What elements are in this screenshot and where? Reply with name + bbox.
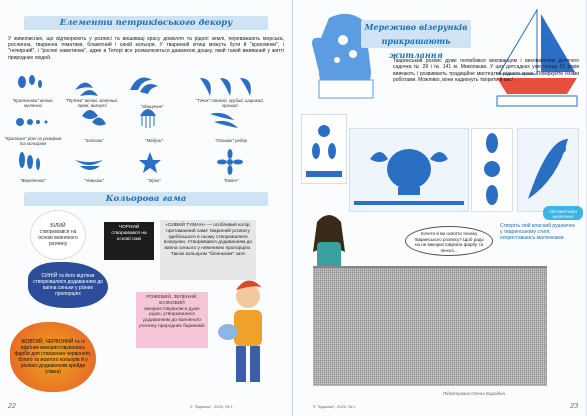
- hooks-icon: [200, 78, 251, 96]
- feathers-icon: [75, 82, 98, 96]
- footer-left: © "Бджілка", 2020, № 1: [190, 404, 233, 409]
- pattern-tile-2: [349, 128, 469, 212]
- element-label-teardrops: "Краплики" різні за розміром та кольором: [4, 136, 62, 146]
- flower-icon: [217, 149, 243, 175]
- element-label-hooks: "Гачок" тонкий, грубий, широкий, вузький: [196, 98, 264, 108]
- boy-painter-illustration: [216, 276, 276, 396]
- element-label-drops: "Крапелинки" великі, маленькі: [12, 98, 54, 108]
- pattern-tile-3: [471, 128, 513, 212]
- element-label-feathers: "Пір'їнки" великі, маленькі, прямі, вигнуті: [65, 98, 119, 108]
- black-color-box: ЧОРНИЙ створювався на основі сажі: [104, 222, 154, 260]
- element-label-ribs: "Опашок" ребер: [214, 138, 248, 143]
- blue-color-blob: СИНІЙ та його відтінки створювалися додаванням до вапна синьки у різних пропорціях: [28, 262, 108, 308]
- element-label-jellyfish: "Медузи": [145, 138, 163, 143]
- leaf-pattern-icon: [518, 129, 578, 211]
- element-label-mane: "Зіницячне": [140, 104, 164, 109]
- flashes-icon: [82, 110, 106, 126]
- jellyfish-icon: [140, 109, 156, 128]
- pink-green-lilac-box: РОЖЕВИЙ, ЗЕЛЕНИЙ, БУЗКОВИЙ використовувалися дуже рідко, утворювалися додаванням до вапняного розчину природних барвників: [136, 292, 208, 348]
- left-page: [0, 0, 293, 416]
- mane-icon: [130, 78, 158, 94]
- banner-patterns: Мереживо візерунків прикрашають житлання: [361, 20, 471, 48]
- ribs-icon: [210, 113, 238, 128]
- right-body-text: Тваринський розпис дуже полюбився вихованцям і вихователям дитячого садочка № 29 і № 141 м. Миколаєва. У цих дитсадках уже понад 10 років вивчають і розвивають традиційне мистецтво рідного краю. Поміркуйте їхніми роботами. Можливо, вони надихнуть творити й вас!: [393, 58, 579, 84]
- footer-right: © "Бджілка", 2020, № 1: [313, 404, 356, 409]
- banner-palette: Кольорова гама: [24, 192, 268, 206]
- spindle-icon: [19, 152, 40, 170]
- white-color-blob: БІЛИЙ створювався на основі вапняного розчину: [30, 210, 86, 260]
- drops-icon: [18, 75, 42, 88]
- blue-floral-icon: [302, 115, 346, 183]
- boat-icon: [75, 160, 103, 170]
- blank-towel-canvas[interactable]: [313, 266, 547, 386]
- teardrops-icon: [16, 118, 48, 126]
- page-number-right: 23: [570, 403, 578, 410]
- banner-elements: Елементи петриківського декору: [24, 16, 268, 30]
- task-text: Створіть свій власний рушничок у тваринському стилі, скориставшись малюнками.: [500, 223, 575, 242]
- page-number-left: 22: [8, 403, 16, 410]
- intro-text: У живописних, що відтворюють у розписі та вишиваці красу довкілля та рідної землі, переважають морська, рослинна, тваринна тематики, блакитний і синій кольори. У тваринній кітиці можуть бути й "краплинки", і "гнічирний", і "росяні наметинки", адже в Тетері все розмалюються дажанкою дошку, який такий вживаний у житті природних людей.: [8, 36, 284, 61]
- grey-fog-box: «СИВИЙ ТУМАН» — особливий колір, притаманний саме тваринній розпису здебільшого в ньому створювалися візерунки. Утворювався додаванням до вапна синього у невеликих пропорціях. Також кольором "біленьким" зате: [160, 220, 256, 280]
- vase-pattern-icon: [350, 129, 468, 211]
- yellow-red-color-blob: ЖОВТИЙ, ЧЕРВОНИЙ та їх відтінки використовувались фарби для створення червоного, білого та жовтого кольорів й у розписі додаванням крейди (ліжка): [10, 322, 96, 392]
- element-label-boat: "Човники": [84, 178, 104, 183]
- star-icon: [139, 152, 161, 173]
- speech-bubble: Хочете й ви освоїти техніку тваринського розпису? Щоб радо на не використовувати фарбу та пензлі...: [405, 226, 493, 256]
- pattern-tile-1: [301, 114, 347, 184]
- right-page: [293, 0, 586, 416]
- element-label-flower: "Квітн": [223, 178, 239, 183]
- credit-text: Підготувала Олена Бородіна: [443, 391, 505, 396]
- task-tag-badge: ОБГОВОРИМО МАЛЮНКИ: [543, 206, 583, 220]
- element-label-flashes: "Заплики": [84, 138, 104, 143]
- vertical-ornament-icon: [472, 129, 512, 211]
- pattern-tile-4: [517, 128, 579, 212]
- element-label-spindle: "Веретенко": [20, 178, 46, 183]
- element-label-star: "Зірки": [147, 178, 161, 183]
